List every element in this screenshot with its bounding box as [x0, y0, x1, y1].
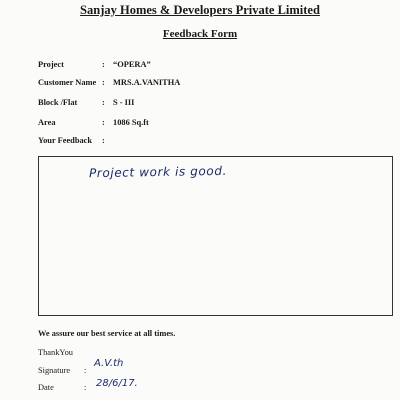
field-customer-name-value: MRS.A.VANITHA	[113, 78, 181, 87]
field-project-value: “OPERA”	[113, 60, 151, 69]
field-customer-name-colon: :	[102, 78, 105, 87]
field-customer-name-label: Customer Name	[38, 78, 97, 87]
field-block-flat-value: S - III	[113, 98, 135, 107]
date-colon: :	[84, 383, 87, 392]
field-block-flat-colon: :	[102, 98, 105, 107]
thank-you-text: ThankYou	[38, 348, 73, 357]
assurance-text: We assure our best service at all times.	[38, 329, 176, 338]
date-label: Date	[38, 383, 54, 392]
date-handwriting: 28/6/17.	[96, 378, 138, 389]
field-your-feedback-colon: :	[102, 136, 105, 145]
signature-label: Signature	[38, 366, 71, 375]
field-block-flat-label: Block /Flat	[38, 98, 78, 107]
field-area-value: 1086 Sq.ft	[113, 118, 149, 127]
company-name: Sanjay Homes & Developers Private Limited	[80, 3, 320, 17]
signature-colon: :	[84, 366, 87, 375]
field-your-feedback-label: Your Feedback	[38, 136, 93, 145]
feedback-box	[38, 156, 393, 316]
field-area-colon: :	[102, 118, 105, 127]
field-project-colon: :	[102, 60, 105, 69]
field-project-label: Project	[38, 60, 64, 69]
feedback-handwriting: Project work is good.	[88, 163, 228, 181]
field-area-label: Area	[38, 118, 56, 127]
signature-handwriting: A.V.th	[94, 358, 124, 369]
form-title: Feedback Form	[162, 28, 238, 40]
